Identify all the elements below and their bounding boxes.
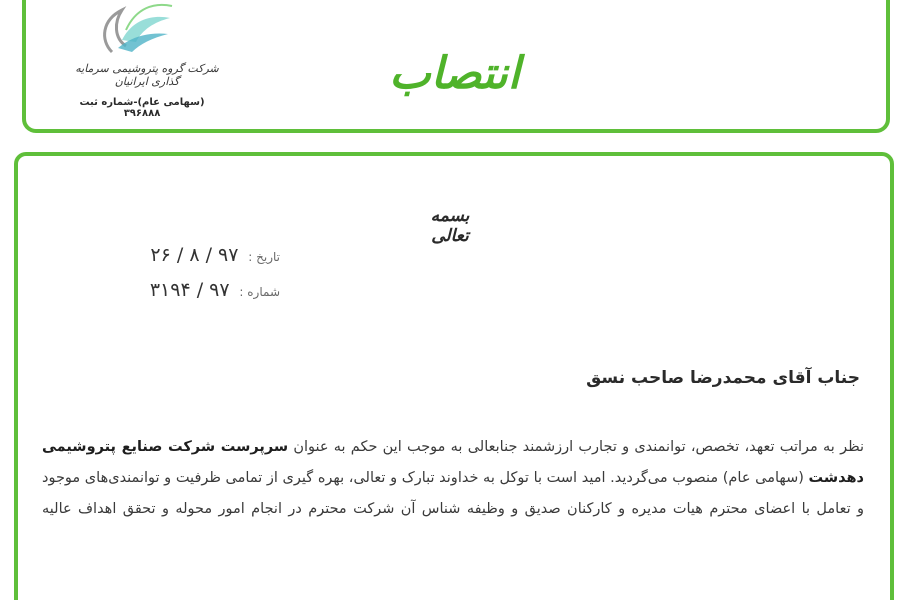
number-value: ۹۷ / ۳۱۹۴ (149, 279, 230, 301)
company-logo (92, 0, 182, 60)
date-label: تاریخ : (248, 250, 280, 264)
body-text-part2: (سهامی عام) منصوب می‌گردید. امید است با توکل به خداوند تبارک و تعالی، بهره گیری از تمامی ظرفیت و توانمندی‌های موجود و تعامل با اعضای محترم هیات مدیره و کارکنان صدیق و وظیفه شناس آن شرکت محترم در انجام امور محوله و تحقق اهداف عالیه (42, 470, 864, 517)
invocation: بسمه تعالی (430, 206, 470, 246)
registration-number: (سهامی عام)-شماره ثبت ۳۹۶۸۸۸ (79, 97, 205, 119)
letter-date (130, 244, 280, 266)
company-name: شرکت گروه پتروشیمی سرمایه گذاری ایرانیان (75, 62, 219, 88)
body-text-part1: نظر به مراتب تعهد، تخصص، توانمندی و تجارب ارزشمند جنابعالی به موجب این حکم به عنوان (288, 439, 865, 455)
letter-body (42, 432, 864, 525)
date-value: ۹۷ / ۸ / ۲۶ (150, 244, 239, 266)
addressee: جناب آقای محمدرضا صاحب نسق (586, 368, 860, 388)
number-label: شماره : (239, 285, 280, 299)
document-type-title: انتصاب (389, 48, 520, 99)
body-text-position: سرپرست شرکت صنایع پتروشیمی دهدشت (42, 439, 864, 486)
letter-number (130, 279, 280, 301)
